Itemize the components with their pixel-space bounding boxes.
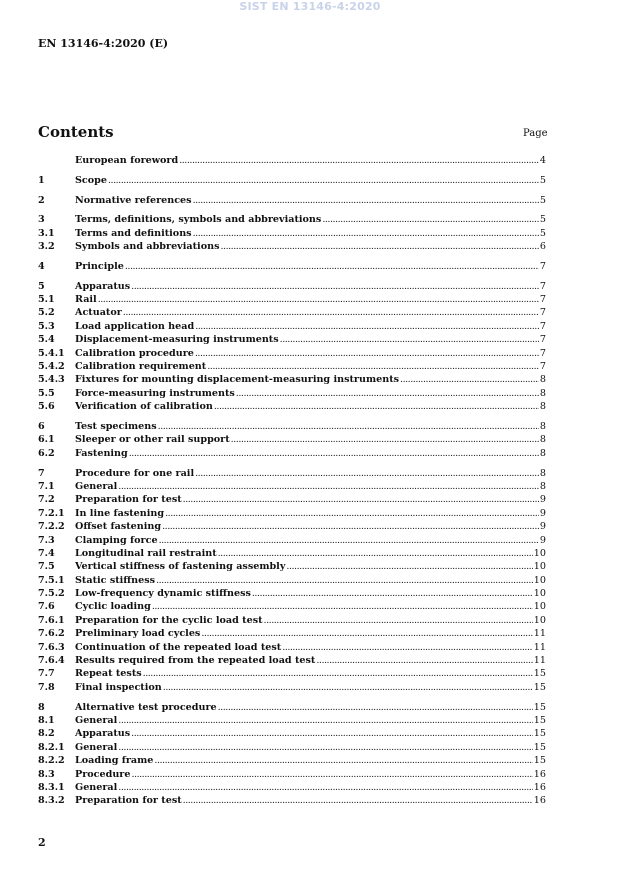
toc-dot-leader [195,320,539,333]
toc-entry-title: General [75,741,118,753]
toc-entry-page: 5 [539,227,546,239]
toc-entry-number: 5.4.1 [38,347,65,359]
toc-dot-leader [322,213,539,226]
toc-dot-leader [158,420,539,433]
toc-entry[interactable] [38,347,546,360]
toc-entry-page: 4 [539,155,546,166]
toc-dot-leader [118,781,532,794]
toc-entry-number: 5.3 [38,320,55,332]
toc-dot-leader [98,293,539,306]
toc-dot-leader [131,280,539,293]
toc-entry-page: 5 [539,194,546,206]
toc-entry-number: 5.6 [38,401,55,413]
toc-entry-number: 5.4 [38,334,55,346]
toc-entry-page: 9 [539,521,546,533]
toc-entry-number: 3.1 [38,227,55,239]
toc-entry[interactable] [38,574,546,587]
toc-entry-title: Apparatus [75,280,131,292]
toc-entry-page: 16 [533,781,546,793]
toc-entry-title: General [75,714,118,726]
toc-dot-leader [118,714,532,727]
contents-title: Contents [38,123,114,141]
toc-entry-title: Preparation for test [75,795,182,807]
toc-dot-leader [214,400,539,413]
toc-entry-title: General [75,480,118,492]
toc-entry-page: 15 [533,741,546,753]
toc-entry-title: Continuation of the repeated load test [75,641,282,653]
toc-entry-number: 4 [38,260,45,272]
toc-entry-number: 7.6.4 [38,655,65,667]
toc-entry-number: 3 [38,214,45,226]
toc-entry-title: Terms and definitions [75,227,192,239]
toc-entry-page: 11 [533,655,546,667]
toc-entry-page: 10 [533,547,546,559]
toc-entry-title: Alternative test procedure [75,701,217,713]
toc-entry-title: Normative references [75,194,192,206]
toc-entry[interactable] [38,293,546,306]
toc-entry[interactable] [38,213,546,226]
toc-entry-number: 7.2.2 [38,521,65,533]
toc-entry[interactable] [38,534,546,547]
toc-entry-title: Calibration requirement [75,361,207,373]
toc-entry-page: 16 [533,768,546,780]
toc-entry[interactable] [38,727,546,740]
toc-entry-title: Principle [75,260,124,272]
toc-entry[interactable] [38,741,546,754]
toc-entry-page: 5 [539,214,546,226]
toc-entry[interactable] [38,467,546,480]
toc-entry-page: 6 [539,241,546,253]
toc-entry-number: 7.6.1 [38,614,65,626]
toc-entry-title: Actuator [75,307,122,319]
toc-entry[interactable] [38,373,546,386]
toc-dot-leader [280,333,539,346]
toc-entry-page: 8 [539,374,546,386]
toc-entry-number: 7.4 [38,547,55,559]
page-number: 2 [38,836,46,849]
toc-dot-leader [131,768,532,781]
toc-dot-leader [179,154,539,167]
toc-entry-number: 8.2 [38,728,55,740]
toc-entry[interactable] [38,194,546,207]
watermark: SIST EN 13146-4:2020 [239,0,381,13]
toc-entry[interactable] [38,387,546,400]
toc-entry-title: Terms, definitions, symbols and abbreviations [75,214,322,226]
toc-dot-leader [220,240,538,253]
toc-entry[interactable] [38,714,546,727]
toc-entry-page: 15 [533,701,546,713]
toc-dot-leader [193,227,539,240]
toc-dot-leader [218,701,533,714]
toc-entry-number: 7 [38,467,45,479]
toc-entry-page: 7 [539,320,546,332]
toc-entry-title: Sleeper or other rail support [75,434,230,446]
toc-dot-leader [125,260,539,273]
toc-entry-page: 8 [539,401,546,413]
toc-dot-leader [286,560,532,573]
toc-entry-page: 7 [539,307,546,319]
toc-entry[interactable] [38,754,546,767]
toc-entry[interactable] [38,520,546,533]
toc-entry-page: 9 [539,494,546,506]
toc-entry[interactable] [38,560,546,573]
toc-entry-page: 15 [533,755,546,767]
toc-entry-title: Test specimens [75,420,157,432]
toc-dot-leader [163,681,533,694]
toc-entry-title: Verification of calibration [75,401,213,413]
toc-entry-number: 8.1 [38,714,55,726]
toc-entry[interactable] [38,701,546,714]
toc-entry-number: 8.2.1 [38,741,65,753]
toc-entry-title: Rail [75,294,97,306]
toc-entry-number: 7.7 [38,668,55,680]
toc-entry-page: 7 [539,334,546,346]
toc-entry[interactable] [38,280,546,293]
toc-entry[interactable] [38,174,546,187]
toc-entry[interactable] [38,260,546,273]
toc-entry[interactable] [38,420,546,433]
toc-entry-title: Preparation for test [75,494,182,506]
toc-dot-leader [282,641,533,654]
toc-entry-title: Low-frequency dynamic stiffness [75,588,251,600]
toc-entry-title: Scope [75,174,107,186]
toc-dot-leader [156,574,533,587]
toc-entry-number: 2 [38,194,45,206]
toc-entry-number: 8.2.2 [38,755,65,767]
toc-entry-page: 8 [539,447,546,459]
toc-entry-number: 7.6.2 [38,628,65,640]
toc-entry-title: Offset fastening [75,521,162,533]
toc-dot-leader [123,306,539,319]
toc-entry-page: 15 [533,714,546,726]
toc-entry[interactable] [38,781,546,794]
toc-entry-number: 7.6 [38,601,55,613]
toc-entry-title: Cyclic loading [75,601,151,613]
toc-dot-leader [154,754,532,767]
toc-dot-leader [207,360,539,373]
toc-entry-page: 11 [533,628,546,640]
toc-entry[interactable] [38,240,546,253]
toc-dot-leader [236,387,539,400]
toc-entry[interactable] [38,493,546,506]
toc-entry-number: 7.6.3 [38,641,65,653]
toc-dot-leader [108,174,539,187]
toc-dot-leader [193,194,539,207]
toc-entry-title: Load application head [75,320,195,332]
toc-entry[interactable] [38,654,546,667]
toc-entry-number: 7.5 [38,561,55,573]
toc-entry-page: 10 [533,574,546,586]
toc-entry-number: 8 [38,701,45,713]
toc-entry[interactable] [38,768,546,781]
toc-entry-page: 10 [533,601,546,613]
toc-entry-title: Fixtures for mounting displacement-measuring instruments [75,374,400,386]
toc-entry[interactable] [38,154,546,167]
toc-entry-page: 9 [539,534,546,546]
toc-entry-title: General [75,781,118,793]
toc-entry-number: 5.4.3 [38,374,65,386]
toc-entry[interactable] [38,627,546,640]
toc-entry-title: Displacement-measuring instruments [75,334,279,346]
toc-entry[interactable] [38,400,546,413]
toc-entry-number: 7.8 [38,681,55,693]
toc-entry-title: Fastening [75,447,128,459]
toc-entry-number: 5.4.2 [38,361,65,373]
toc-dot-leader [165,507,539,520]
toc-entry-title: In line fastening [75,507,165,519]
toc-entry-page: 7 [539,294,546,306]
toc-entry-title: European foreword [75,155,179,166]
toc-entry-page: 7 [539,361,546,373]
toc-entry-number: 6.2 [38,447,55,459]
toc-entry-page: 8 [539,434,546,446]
toc-entry-number: 7.5.2 [38,588,65,600]
toc-entry-title: Calibration procedure [75,347,194,359]
toc-dot-leader [218,547,533,560]
toc-entry-number: 7.2.1 [38,507,65,519]
toc-entry-number: 5.5 [38,387,55,399]
toc-dot-leader [129,447,539,460]
toc-entry-page: 7 [539,280,546,292]
toc-entry[interactable] [38,320,546,333]
toc-entry[interactable] [38,433,546,446]
toc-entry-title: Clamping force [75,534,158,546]
toc-entry-page: 10 [533,588,546,600]
toc-dot-leader [118,480,539,493]
toc-entry[interactable] [38,306,546,319]
toc-dot-leader [143,667,533,680]
toc-entry-number: 3.2 [38,241,55,253]
toc-entry-page: 8 [539,387,546,399]
toc-entry-number: 5.2 [38,307,55,319]
toc-entry[interactable] [38,600,546,613]
toc-entry-title: Procedure [75,768,131,780]
toc-entry-page: 15 [533,681,546,693]
toc-entry-title: Repeat tests [75,668,142,680]
toc-entry-number: 8.3 [38,768,55,780]
document-id: EN 13146-4:2020 (E) [38,37,169,50]
toc-entry-page: 5 [539,174,546,186]
toc-dot-leader [231,433,539,446]
toc-entry-title: Preliminary load cycles [75,628,201,640]
toc-entry[interactable] [38,667,546,680]
toc-entry-title: Symbols and abbreviations [75,241,220,253]
toc-entry-title: Apparatus [75,728,131,740]
toc-dot-leader [201,627,532,640]
toc-entry-page: 7 [539,347,546,359]
toc-entry-title: Final inspection [75,681,162,693]
toc-entry-number: 7.5.1 [38,574,65,586]
toc-dot-leader [159,534,539,547]
toc-entry-title: Force-measuring instruments [75,387,235,399]
table-of-contents [38,154,546,808]
toc-entry-number: 7.1 [38,480,55,492]
toc-entry-number: 5.1 [38,294,55,306]
toc-entry-title: Vertical stiffness of fastening assembly [75,561,286,573]
toc-dot-leader [252,587,533,600]
toc-entry-number: 6.1 [38,434,55,446]
toc-entry[interactable] [38,614,546,627]
toc-entry-title: Results required from the repeated load test [75,655,316,667]
toc-entry-title: Static stiffness [75,574,156,586]
toc-dot-leader [264,614,533,627]
toc-entry[interactable] [38,641,546,654]
toc-entry-page: 16 [533,795,546,807]
toc-entry[interactable] [38,547,546,560]
toc-entry[interactable] [38,360,546,373]
toc-entry-number: 7.3 [38,534,55,546]
toc-entry[interactable] [38,447,546,460]
toc-dot-leader [400,373,539,386]
toc-entry[interactable] [38,681,546,694]
toc-entry[interactable] [38,587,546,600]
toc-entry-title: Longitudinal rail restraint [75,547,217,559]
toc-entry-page: 8 [539,420,546,432]
toc-entry-number: 8.3.1 [38,781,65,793]
toc-entry-title: Procedure for one rail [75,467,195,479]
toc-dot-leader [195,347,539,360]
toc-entry[interactable] [38,333,546,346]
toc-entry-number: 1 [38,174,45,186]
toc-entry-title: Loading frame [75,755,154,767]
toc-dot-leader [131,727,533,740]
toc-dot-leader [152,600,533,613]
toc-entry-number: 8.3.2 [38,795,65,807]
toc-dot-leader [316,654,532,667]
toc-entry-number: 5 [38,280,45,292]
toc-entry-number: 7.2 [38,494,55,506]
toc-entry[interactable] [38,227,546,240]
toc-entry-page: 15 [533,668,546,680]
toc-entry-page: 8 [539,480,546,492]
toc-entry-page: 11 [533,641,546,653]
toc-entry[interactable] [38,507,546,520]
toc-entry-number: 6 [38,420,45,432]
toc-entry[interactable] [38,480,546,493]
toc-dot-leader [195,467,539,480]
toc-entry[interactable] [38,794,546,807]
toc-entry-page: 10 [533,614,546,626]
toc-entry-page: 8 [539,467,546,479]
toc-entry-page: 7 [539,260,546,272]
toc-entry-title: Preparation for the cyclic load test [75,614,263,626]
toc-dot-leader [118,741,532,754]
toc-dot-leader [183,493,539,506]
toc-dot-leader [162,520,539,533]
toc-entry-page: 15 [533,728,546,740]
toc-dot-leader [183,794,533,807]
toc-entry-page: 9 [539,507,546,519]
page-column-label: Page [523,128,548,139]
toc-entry-page: 10 [533,561,546,573]
